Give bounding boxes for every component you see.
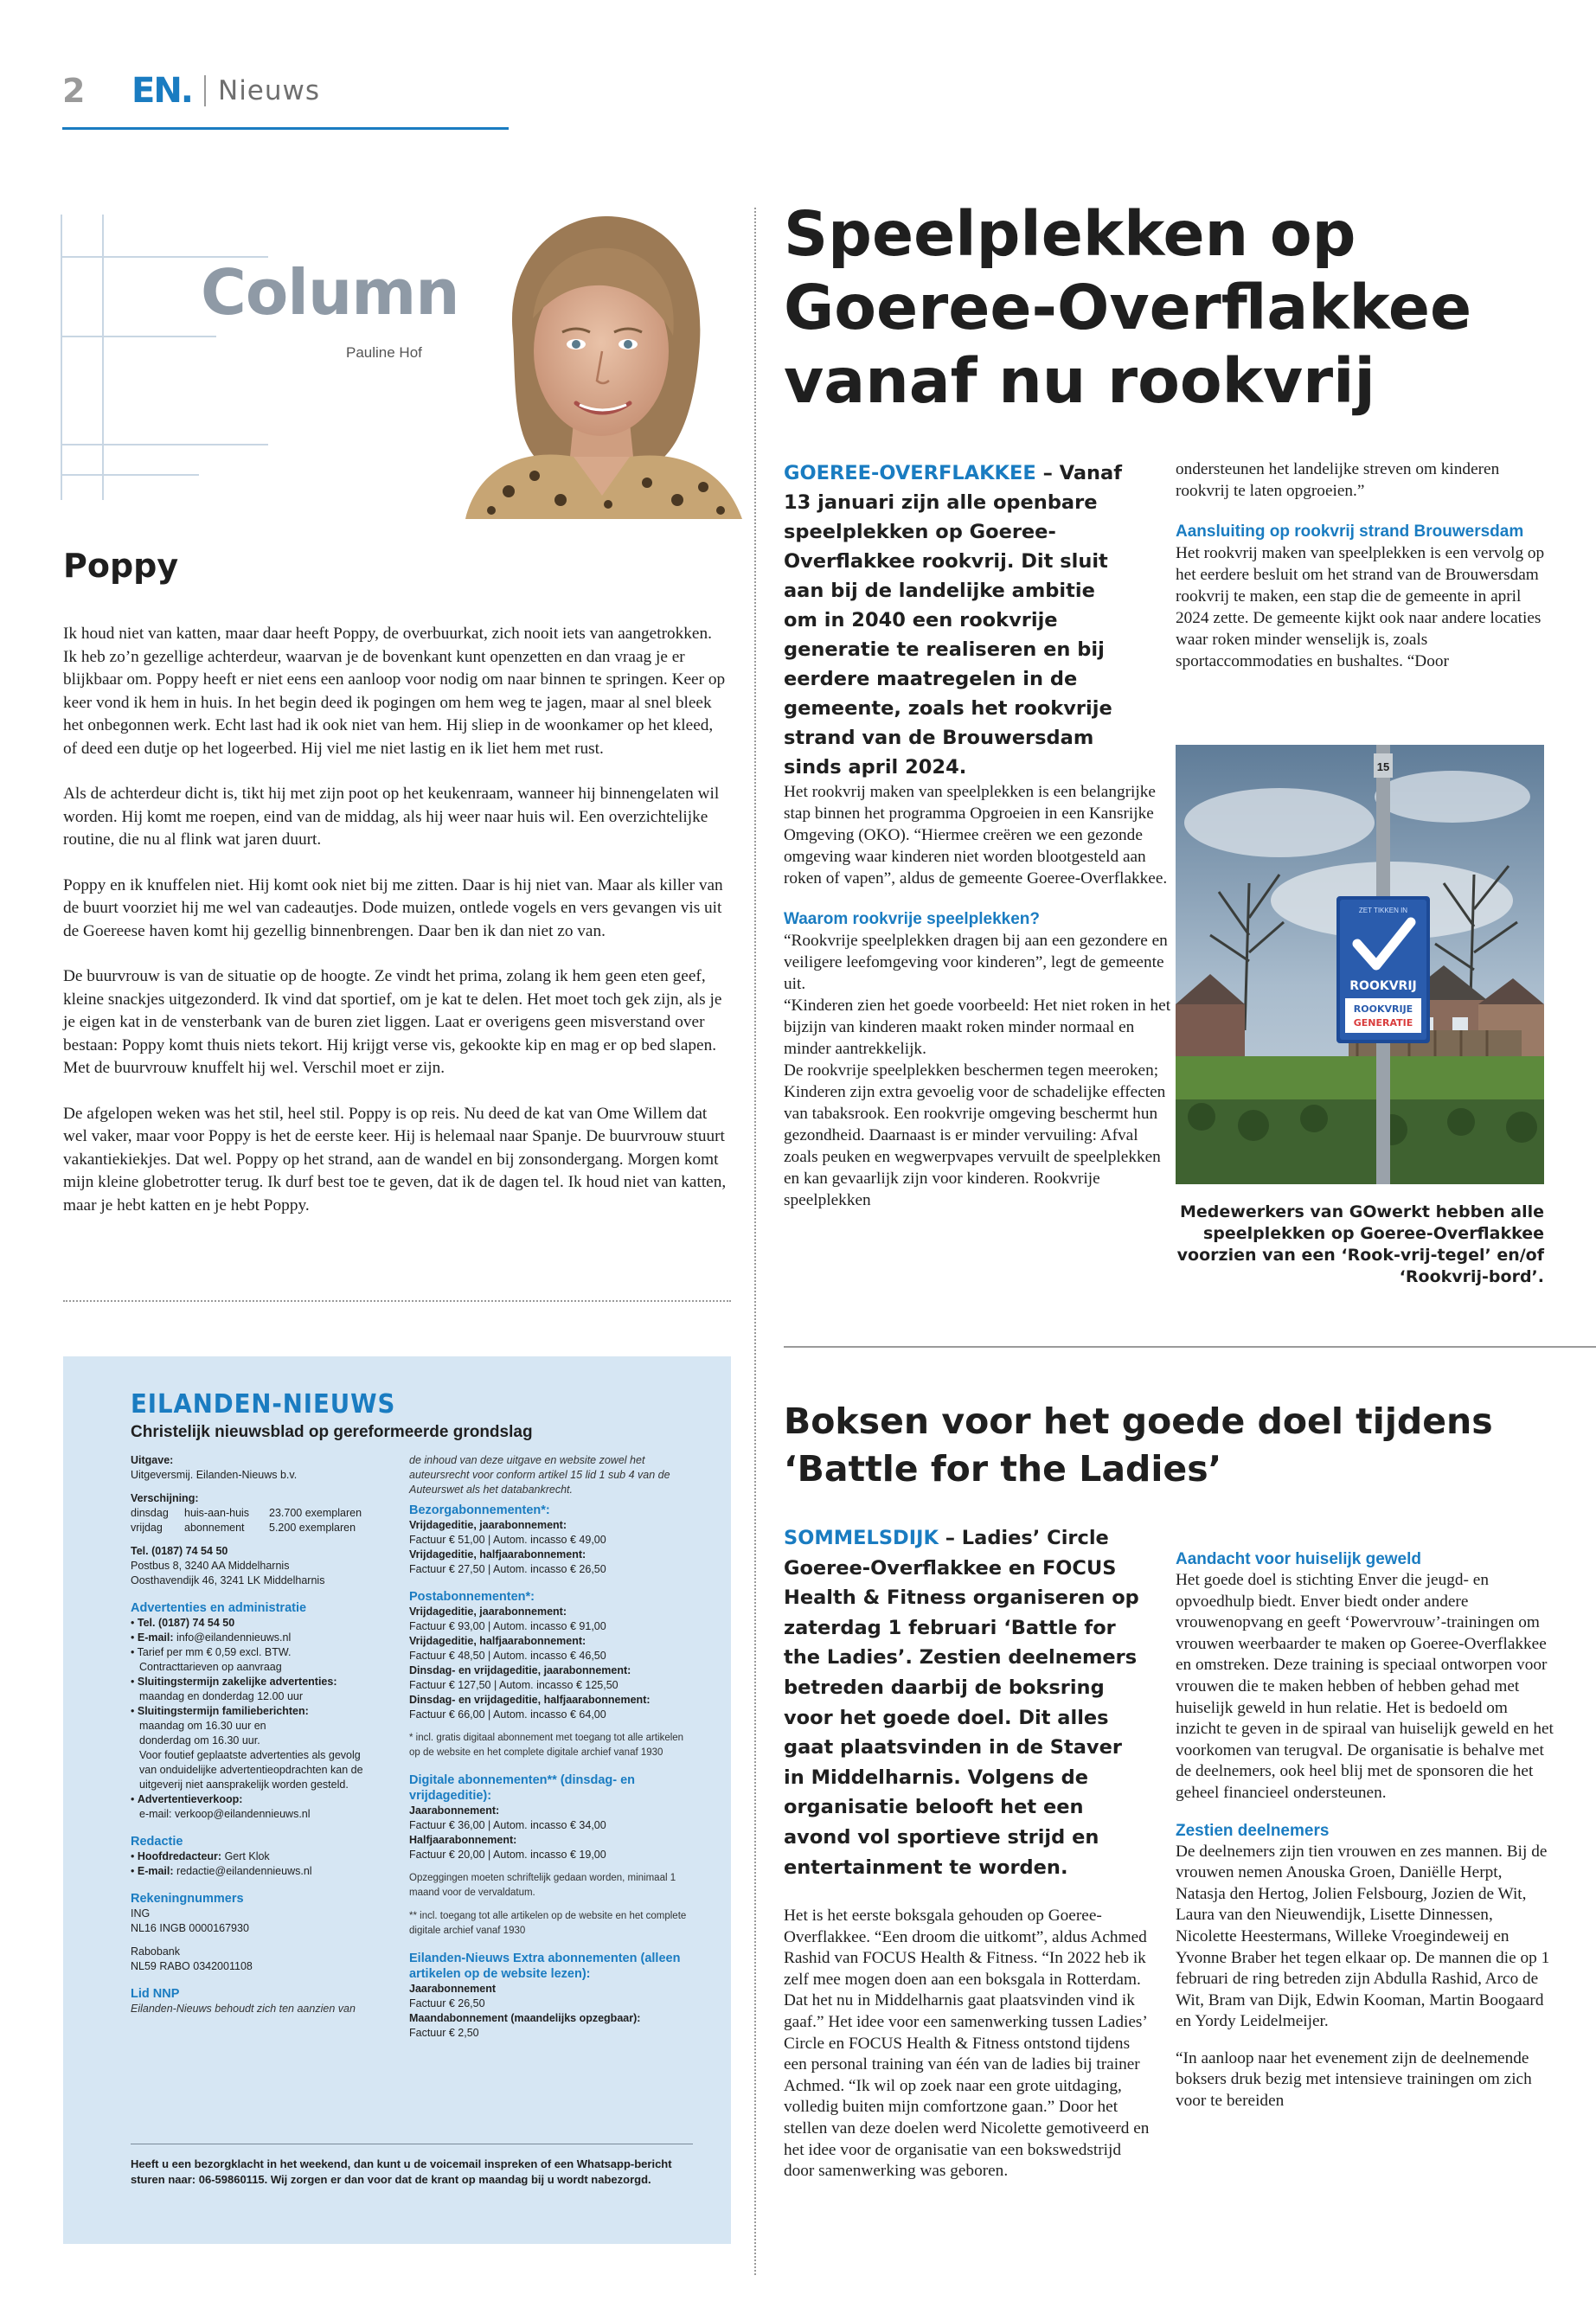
redactie-title: Redactie — [131, 1835, 183, 1849]
colophon-box — [63, 1356, 731, 2244]
advertenties-title: Advertenties en administratie — [131, 1601, 307, 1615]
adv-item: Voor foutief geplaatste advertenties als gevolg van onduidelijke advertentieopdrachten kan de uitgeverij niet aansprakelijk worden gesteld. — [139, 1749, 363, 1791]
column-paragraph: De buurvrouw is van de situatie op de hoogte. Ze vindt het prima, zolang ik hem geen eten geef, kleine snackjes uitgezonderd. Ik vind dat sportief, om je kat te delen. Het moet toch gek zijn, als je je eigen kat in de vensterbank van de buren ziet liggen. Laat er overigens geen misverstand over bestaan: Poppy komt thuis niets tekort. Hij krijgt verse vis, gekookte kip en mag er op bed slapen. Met de buurvrouw knuffelt hij wel. Verschil moet er zijn. — [63, 967, 722, 1077]
nnp-text: Eilanden-Nieuws behoudt zich ten aanzien van — [131, 2003, 356, 2015]
rookvrij-sign-photo — [1176, 745, 1544, 1184]
colophon-subtitle: Christelijk nieuwsblad op gereformeerde grondslag — [131, 1423, 533, 1441]
contact-address: Oosthavendijk 46, 3241 LK Middelharnis — [131, 1574, 325, 1586]
post-item-label: Dinsdag- en vrijdageditie, jaarabonnement: — [409, 1664, 631, 1676]
body-paragraph: ondersteunen het landelijke streven om kinderen rookvrij te laten opgroeien.” — [1176, 460, 1500, 500]
bezorg-title: Bezorgabonnementen*: — [409, 1503, 550, 1517]
digital-note: Opzeggingen moeten schriftelijk gedaan worden, minimaal 1 maand voor de vervaldatum. — [409, 1873, 676, 1898]
body-paragraph: De deelnemers zijn tien vrouwen en zes mannen. Bij de vrouwen nemen Anouska Groen, Daniëlle Herpt, Natasja den Hertog, Jolien Felsbourg, Jozien de Wit, Laura van den Nieuwendijk, Lisette Dinnessen, Nicolette Heestermans, Willeke Vroegindeweij en Yvonne Braber het tegen elkaar op. De mannen die op 1 februari de ring betreden zijn Abdulla Rashid, Arco de Wit, Bram van Dijk, Edwin Kooman, Martin Boogaard en Yordy Leidelmeijer. — [1176, 1842, 1550, 2031]
body-paragraph: De rookvrije speelplekken beschermen tegen meeroken; Kinderen zijn extra gevoelig voor de schadelijke effecten van tabaksrook. Een rookvrije omgeving beschermt hun gezondheid. Daarnaast is er minder vervuiling: Afval zoals peuken en wegwerpvapes vervuilt de speelplekken en kan gevaarlijk zijn voor kinderen. Rookvrije speelplekken — [784, 1061, 1166, 1209]
adv-item: • Sluitingstermijn zakelijke advertenties: — [131, 1676, 337, 1688]
column-separator — [754, 208, 756, 2275]
body-paragraph: Het goede doel is stichting Enver die jeugd- en opvoedhulp biedt. Enver biedt onder andere vrouwenopvang en geeft ‘Powervrouw’-trainingen om vrouwen weerbaarder te maken op Goeree-Overflakkee en omstreken. Deze training is speciaal ontworpen voor vrouwen die te maken hebben of hebben gehad met huiselijk geweld in hun relatie. Het is bedoeld om inzicht te geven in de spiraal van huiselijk geweld en het voorkomen van terugval. De organisatie is behalve met de deelnemers, ook heel blij met de sponsoren die het geheel financieel ondersteunen. — [1176, 1571, 1554, 1802]
post-item-value: Factuur € 93,00 | Autom. incasso € 91,00 — [409, 1620, 606, 1632]
post-item-value: Factuur € 127,50 | Autom. incasso € 125,50 — [409, 1679, 619, 1691]
photo-caption: Medewerkers van GOwerkt hebben alle speelplekken op Goeree-Overflakkee voorzien van een ‘Rook-vrij-tegel’ en/of ‘Rookvrij-bord’. — [1176, 1202, 1544, 1286]
bezorg-item-value: Factuur € 51,00 | Autom. incasso € 49,00 — [409, 1534, 606, 1546]
redactie-item[interactable]: • E-mail: redactie@eilandennieuws.nl — [131, 1865, 312, 1877]
article-title: Boksen voor het goede doel tijdens ‘Battle for the Ladies’ — [784, 1400, 1493, 1490]
adv-item: • Sluitingstermijn familieberichten: — [131, 1705, 309, 1717]
colophon-left-column — [131, 1453, 381, 2016]
bezorg-item-label: Vrijdageditie, halfjaarabonnement: — [409, 1548, 586, 1561]
column-body — [63, 623, 729, 1240]
rights-text: de inhoud van deze uitgave en website zowel het auteursrecht voor conform artikel 15 lid 1 sub 4 van de Auteurswet als het databankrecht. — [409, 1454, 670, 1496]
page-header — [62, 69, 320, 112]
adv-item: maandag om 16.30 uur en donderdag om 16.30 uur. — [139, 1720, 266, 1747]
extra-item-label: Maandabonnement (maandelijks opzegbaar): — [409, 2012, 641, 2024]
rekening-line: NL16 INGB 0000167930 — [131, 1922, 249, 1934]
header-rule — [62, 127, 509, 130]
column-divider — [63, 1300, 731, 1302]
body-paragraph: Het rookvrij maken van speelplekken is een belangrijke stap binnen het programma Opgroeien in een Kansrijke Omgeving (OKO). “Hiermee creëren we een gezonde omgeving waar kinderen niet worden blootgesteld aan roken of vapen”, aldus de gemeente Goeree-Overflakkee. — [784, 783, 1168, 888]
extra-item-value: Factuur € 2,50 — [409, 2027, 479, 2039]
extra-title: Eilanden-Nieuws Extra abonnementen (alleen artikelen op de website lezen): — [409, 1952, 681, 1981]
extra-item-value: Factuur € 26,50 — [409, 1997, 485, 2009]
digital-item-value: Factuur € 36,00 | Autom. incasso € 34,00 — [409, 1819, 606, 1831]
digital-item-label: Halfjaarabonnement: — [409, 1834, 517, 1846]
post-item-label: Vrijdageditie, jaarabonnement: — [409, 1606, 567, 1618]
digital-note: ** incl. toegang tot alle artikelen op de website en het complete digitale archief vanaf 1930 — [409, 1911, 687, 1936]
header-divider — [204, 75, 206, 106]
post-note: * incl. gratis digitaal abonnement met toegang tot alle artikelen op de website en het complete digitale archief vanaf 1930 — [409, 1733, 684, 1758]
rekening-line: Rabobank — [131, 1945, 180, 1958]
verschijning-label: Verschijning: — [131, 1492, 199, 1504]
article-body-column-2 — [1176, 1548, 1556, 2128]
post-item-label: Dinsdag- en vrijdageditie, halfjaarabonnement: — [409, 1694, 651, 1706]
column-paragraph: De afgelopen weken was het stil, heel stil. Poppy is op reis. Nu deed de kat van Ome Willem dat wel vaker, maar voor Poppy is het de eerste keer. Hij is helemaal naar Spanje. De buurvrouw stuurt vakantiekiekjes. Dat wel. Poppy op het strand, aan de wandel en bij zonsondergang. Morgen komt mijn kleine globetrotter terug. Ik durf best toe te geven, dat ik de dagen tel. Ik houd niet van katten, maar je hebt katten en je hebt Poppy. — [63, 1104, 727, 1215]
post-item-value: Factuur € 48,50 | Autom. incasso € 46,50 — [409, 1650, 606, 1662]
redactie-item: • Hoofdredacteur: Gert Klok — [131, 1850, 270, 1862]
lead-text: – Vanaf 13 januari zijn alle openbare speelplekken op Goeree-Overflakkee rookvrij. Dit sluit aan bij de landelijke ambitie om in 2040 een rookvrije generatie te realiseren en bij eerdere maatregelen in de gemeente, zoals het rookvrije strand van de Brouwersdam sinds april 2024. — [784, 462, 1123, 779]
body-paragraph: Het rookvrij maken van speelplekken is een vervolg op het eerdere besluit om het strand van de Brouwersdam rookvrij te maken, een stap die de gemeente in april 2024 zette. De gemeente kijkt ook naar andere locaties waar roken minder wenselijk is, zoals sportaccommodaties en bushaltes. “Door — [1176, 544, 1545, 670]
pole-number: 15 — [1376, 760, 1390, 773]
column-headline: Poppy — [63, 547, 179, 585]
body-paragraph: “In aanloop naar het evenement zijn de deelnemende boksers druk bezig met intensieve trainingen om zich voor te bereiden — [1176, 2048, 1532, 2111]
post-item-value: Factuur € 66,00 | Autom. incasso € 64,00 — [409, 1708, 606, 1721]
uitgave-label: Uitgave: — [131, 1454, 174, 1466]
adv-item: • Tarief per mm € 0,59 excl. BTW. — [131, 1646, 292, 1658]
article-lead — [784, 458, 1130, 782]
digital-item-value: Factuur € 20,00 | Autom. incasso € 19,00 — [409, 1849, 606, 1861]
contact-postbus: Postbus 8, 3240 AA Middelharnis — [131, 1560, 290, 1572]
sign-generation-text: ROOKVRIJE — [1353, 1003, 1413, 1015]
page-number: 2 — [62, 72, 86, 110]
sign-generation-text: GENERATIE — [1353, 1017, 1413, 1029]
dateline: SOMMELSDIJK — [784, 1527, 939, 1549]
column-paragraph: Poppy en ik knuffelen niet. Hij komt ook niet bij me zitten. Daar is hij niet van. Maar als killer van de buurt voorziet hij me wel van cadeautjes. Dode muizen, ontlede vogels en vers gevangen vis uit de Goereese haven komt hij gezellig binnenbrengen. Daar ben ik dan niet zo van. — [63, 875, 723, 940]
contact-phone: Tel. (0187) 74 54 50 — [131, 1545, 228, 1557]
column-author: Pauline Hof — [346, 344, 422, 361]
sign-main-text: ROOKVRIJ — [1349, 979, 1417, 993]
article-body — [784, 781, 1173, 1211]
rekening-line: NL59 RABO 0342001108 — [131, 1960, 253, 1972]
adv-item[interactable]: e-mail: verkoop@eilandennieuws.nl — [139, 1808, 311, 1820]
post-item-label: Vrijdageditie, halfjaarabonnement: — [409, 1635, 586, 1647]
lead-text: – Ladies’ Circle Goeree-Overflakkee en FOCUS Health & Fitness organiseren op zaterdag 1 februari ‘Battle for the Ladies’. Zestien deelnemers betreden daarbij de boksring voor het goede doel. Dit alles gaat plaatsvinden in de Staver in Middelharnis. Volgens de organisatie belooft het een avond vol sportieve strijd en entertainment te worden. — [784, 1527, 1139, 1879]
column-paragraph: Ik houd niet van katten, maar daar heeft Poppy, de overbuurkat, zich nooit iets van aangetrokken. Ik heb zo’n gezellige achterdeur, waarvan je de bovenkant kunt openzetten en dan vraag je er blijkbaar om. Poppy heeft er niet eens een aanloop voor nodig om naar binnen te springen. Keer op keer vond ik hem in huis. In het begin deed ik pogingen om hem weg te jagen, maar al snel bleek het onbegonnen werk. Echt last had ik ook niet van hem. Hij sliep in de woonkamer op het kleed, of deed een dutje op het logeerbed. Hij viel me niet lastig en ik liet hem met rust. — [63, 625, 726, 758]
article-subheading: Aansluiting op rookvrij strand Brouwersdam — [1176, 522, 1524, 541]
nnp-title: Lid NNP — [131, 1987, 180, 2001]
colophon-right-column — [409, 1453, 695, 2041]
article-divider — [784, 1346, 1596, 1348]
sign-top-text: ZET TIKKEN IN — [1358, 907, 1408, 914]
verschijning-row: dinsdag huis-aan-huis 23.700 exemplaren — [131, 1507, 362, 1519]
bezorg-item-label: Vrijdageditie, jaarabonnement: — [409, 1519, 567, 1531]
article-lead — [784, 1523, 1147, 1882]
post-title: Postabonnementen*: — [409, 1590, 535, 1604]
rekening-line: ING — [131, 1907, 151, 1920]
article-subheading: Zestien deelnemers — [1176, 1821, 1330, 1840]
verschijning-row: vrijdag abonnement 5.200 exemplaren — [131, 1522, 356, 1534]
colophon-bottom-notice: Heeft u een bezorgklacht in het weekend, dan kunt u de voicemail inspreken of een Whatsapp-bericht sturen naar: 06-59860115. Wij zorgen er dan voor dat de krant op maandag bij u wordt nabezorgd. — [131, 2157, 672, 2186]
rekening-title: Rekeningnummers — [131, 1892, 244, 1906]
article-subheading: Aandacht voor huiselijk geweld — [1176, 1550, 1422, 1568]
adv-item: • Tel. (0187) 74 54 50 — [131, 1617, 235, 1629]
newspaper-logo: EN. — [131, 71, 192, 111]
uitgave-value: Uitgeversmij. Eilanden-Nieuws b.v. — [131, 1469, 298, 1481]
author-portrait — [431, 206, 760, 519]
article-subheading: Waarom rookvrije speelplekken? — [784, 910, 1041, 928]
digital-title: Digitale abonnementen** (dinsdag- en vrijdageditie): — [409, 1773, 636, 1803]
digital-item-label: Jaarabonnement: — [409, 1804, 500, 1817]
bezorg-item-value: Factuur € 27,50 | Autom. incasso € 26,50 — [409, 1563, 606, 1575]
adv-item: Contracttarieven op aanvraag — [139, 1661, 282, 1673]
article-body: Het is het eerste boksgala gehouden op Goeree-Overflakkee. “Een droom die uitkomt”, aldus Achmed Rashid van FOCUS Health & Fitness. “In 2022 heb ik zelf mee mogen doen aan een boksgala in Rotterdam. Dat het nu in Middelharnis gaat plaatsvinden vind ik gaaf.” Het idee voor een samenwerking tussen Ladies’ Circle en FOCUS Health & Fitness ontstond tijdens een personal training van één van de ladies bij trainer Achmed. “Ik wil op zoek naar een grote uitdaging, volledig buiten mijn comfortzone gaan.” Door het stellen van deze doelen werd Nicolette gemotiveerd en het idee voor de organisatie van een bokswedstrijd door samenwerking was geboren. — [784, 1907, 1150, 2181]
column-paragraph: Als de achterdeur dicht is, tikt hij met zijn poot op het keukenraam, wanneer hij binnengelaten wil worden. Hij komt me roepen, eind van de middag, als hij weer naar huis wil. Een overzichtelijke routine, die nu al flink wat jaren duurt. — [63, 785, 720, 849]
body-paragraph: “Rookvrije speelplekken dragen bij aan een gezondere en veiligere leefomgeving voor kinderen”, legt de gemeente uit. — [784, 932, 1168, 993]
article-body-column-2 — [1176, 458, 1556, 672]
colophon-logo: EILANDEN-NIEUWS — [131, 1389, 396, 1420]
section-name: Nieuws — [218, 75, 321, 106]
body-paragraph: “Kinderen zien het goede voorbeeld: Het niet roken in het bijzijn van kinderen maakt roken minder normaal en minder aantrekkelijk. — [784, 997, 1171, 1058]
article-title: Speelplekken op Goeree-Overflakkee vanaf nu rookvrij — [784, 198, 1472, 417]
column-label: Column — [201, 256, 459, 329]
extra-item-label: Jaarabonnement — [409, 1983, 497, 1995]
adv-item: • Advertentieverkoop: — [131, 1793, 243, 1805]
dateline: GOEREE-OVERFLAKKEE — [784, 462, 1036, 484]
adv-item[interactable]: • E-mail: info@eilandennieuws.nl — [131, 1631, 292, 1644]
adv-item: maandag en donderdag 12.00 uur — [139, 1690, 304, 1702]
